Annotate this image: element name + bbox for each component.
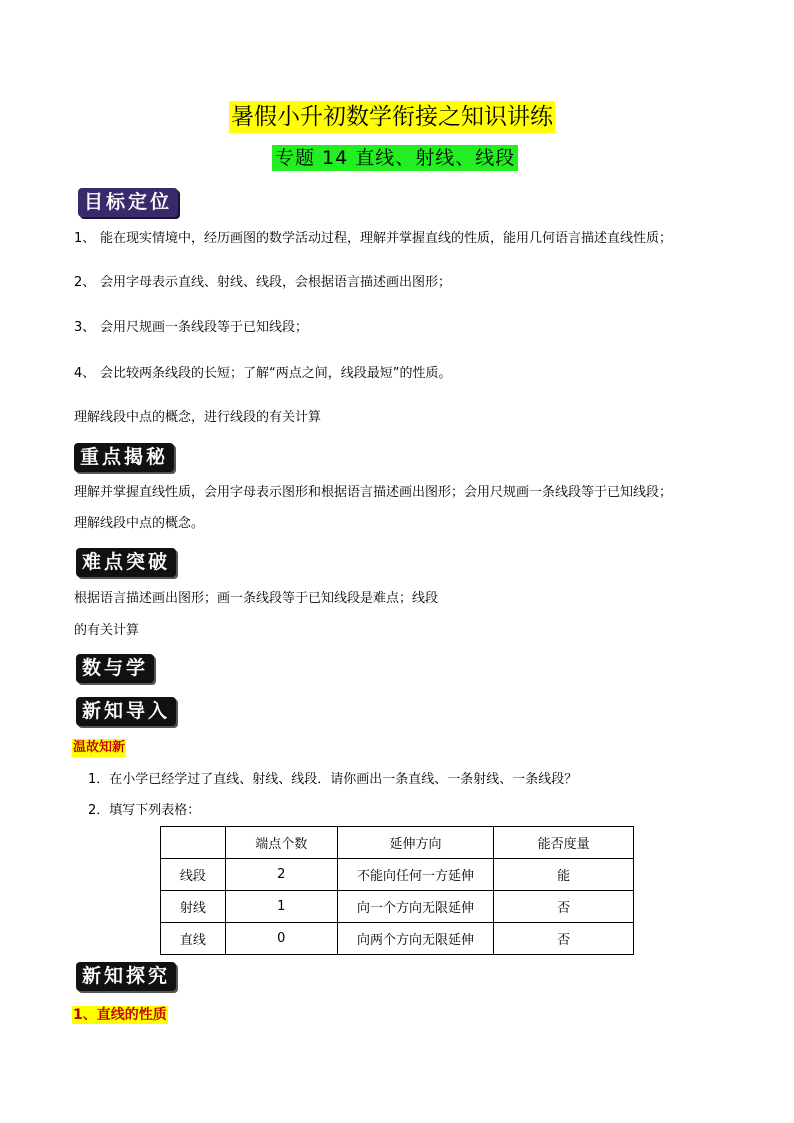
section-badge-goals: 目标定位: [78, 188, 178, 217]
difficulties-text-1: 根据语言描述画出图形；画一条线段等于已知线段是难点；线段: [74, 591, 439, 606]
goal-text: 会比较两条线段的长短；了解“两点之间，线段最短”的性质。: [100, 366, 452, 381]
section-badge-new-intro: 新知导入: [76, 697, 176, 726]
table-cell: 2: [225, 859, 337, 891]
document-title: 暑假小升初数学衔接之知识讲练: [229, 101, 555, 133]
goal-extra-text: 理解线段中点的概念，进行线段的有关计算: [74, 410, 322, 425]
table-row: [161, 891, 634, 923]
key-points-text-2: 理解线段中点的概念。: [74, 516, 205, 531]
table-header-row: [161, 827, 634, 859]
table-cell: 射线: [161, 891, 226, 923]
goal-number: 2、: [74, 275, 96, 290]
goal-number: 3、: [74, 320, 96, 335]
goal-item-2: [74, 274, 451, 292]
table-row: [161, 859, 634, 891]
section-badge-key-points: 重点揭秘: [74, 443, 174, 472]
document-subtitle: 专题 14 直线、射线、线段: [272, 145, 518, 171]
goal-text: 能在现实情境中，经历画图的数学活动过程，理解并掌握直线的性质，能用几何语言描述直线性质；: [100, 231, 673, 246]
difficulties-text-2: 的有关计算: [74, 623, 140, 638]
table-cell: 不能向任何一方延伸: [337, 859, 494, 891]
table-cell: 否: [494, 923, 634, 955]
question-2: 2．填写下列表格：: [88, 803, 201, 818]
property-heading: 1、直线的性质: [73, 1007, 167, 1023]
table-cell: 能: [494, 859, 634, 891]
goal-item-3: [74, 319, 308, 337]
table-cell: 直线: [161, 923, 226, 955]
key-points-text-1: 理解并掌握直线性质，会用字母表示图形和根据语言描述画出图形；会用尺规画一条线段等于已知线段；: [74, 485, 673, 500]
goal-number: 4、: [74, 366, 96, 381]
section-badge-teach-learn: 数与学: [76, 654, 154, 683]
comparison-table: [160, 826, 634, 955]
table-cell: 向一个方向无限延伸: [337, 891, 494, 923]
goal-item-4: [74, 365, 451, 383]
section-badge-new-explore: 新知探究: [76, 962, 176, 991]
table-cell: 0: [225, 923, 337, 955]
table-cell: 1: [225, 891, 337, 923]
goal-text: 会用字母表示直线、射线、线段，会根据语言描述画出图形；: [100, 275, 452, 290]
table-cell: 否: [494, 891, 634, 923]
table-header-cell: 能否度量: [494, 827, 634, 859]
question-1: 1．在小学已经学过了直线、射线、线段．请你画出一条直线、一条射线、一条线段？: [88, 772, 578, 787]
table-cell: 线段: [161, 859, 226, 891]
table-header-cell: 延伸方向: [337, 827, 494, 859]
goal-text: 会用尺规画一条线段等于已知线段；: [100, 320, 309, 335]
section-badge-difficulties: 难点突破: [76, 548, 176, 577]
table-cell: 向两个方向无限延伸: [337, 923, 494, 955]
table-row: [161, 923, 634, 955]
review-tag: 温故知新: [73, 740, 126, 755]
goal-number: 1、: [74, 231, 96, 246]
table-header-cell: [161, 827, 226, 859]
table-header-cell: 端点个数: [225, 827, 337, 859]
goal-item-1: [74, 230, 672, 248]
